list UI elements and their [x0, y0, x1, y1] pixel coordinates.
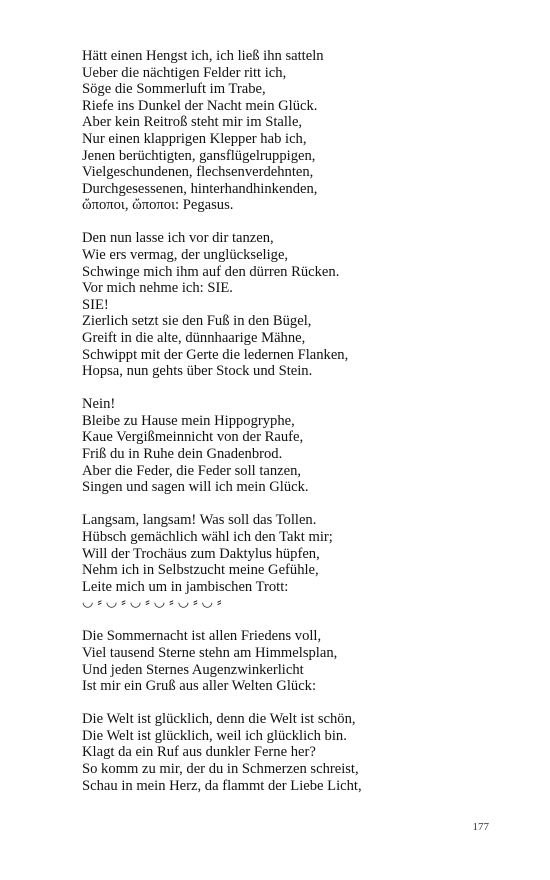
poem-line: SIE!	[82, 296, 109, 313]
poem-line: Greift in die alte, dünnhaarige Mähne,	[82, 330, 306, 346]
poem-line: Schau in mein Herz, da flammt der Liebe Licht,	[82, 777, 362, 794]
stanza-2	[82, 230, 522, 379]
poem-line: Singen und sagen will ich mein Glück.	[82, 479, 309, 496]
poem-line: Aber kein Reitroß steht mir im Stalle,	[82, 114, 303, 131]
poem-line: Kaue Vergißmeinnicht von der Raufe,	[82, 429, 304, 446]
poem-line: Die Sommernacht ist allen Friedens voll,	[82, 628, 322, 645]
meter-notation: ◡ ⸗ ◡ ⸗ ◡ ⸗ ◡ ⸗ ◡ ⸗ ◡ ⸗	[82, 595, 222, 611]
poem-line: Hopsa, nun gehts über Stock und Stein.	[82, 363, 313, 380]
stanza-1	[82, 48, 522, 214]
poem-line: Vor mich nehme ich: SIE.	[82, 280, 233, 297]
poem-line: Die Welt ist glücklich, weil ich glücklich bin.	[82, 727, 347, 744]
poem-line: Schwippt mit der Gerte die ledernen Flanken,	[82, 346, 349, 363]
poem-line: Riefe ins Dunkel der Nacht mein Glück.	[82, 97, 318, 114]
page-number: 177	[472, 821, 489, 833]
poem-line: Ueber die nächtigen Felder ritt ich,	[82, 64, 287, 81]
poem-line: Langsam, langsam! Was soll das Tollen.	[82, 512, 317, 529]
stanza-6	[82, 711, 522, 794]
poem-line: Friß du in Ruhe dein Gnadenbrod.	[82, 446, 283, 463]
poem-line: Hübsch gemächlich wähl ich den Takt mir;	[82, 528, 333, 545]
poem-line: Hätt einen Hengst ich, ich ließ ihn satteln	[82, 48, 324, 64]
poem-line: Schwinge mich ihm auf den dürren Rücken.	[82, 263, 340, 280]
poem-line: Nehm ich in Selbstzucht meine Gefühle,	[82, 562, 319, 579]
stanza-3	[82, 396, 522, 496]
poem-line: Söge die Sommerluft im Trabe,	[82, 81, 266, 98]
poem-line: Wie ers vermag, der unglückselige,	[82, 247, 289, 264]
poem-line: So komm zu mir, der du in Schmerzen schreist,	[82, 761, 359, 778]
poem-line: Aber die Feder, die Feder soll tanzen,	[82, 462, 302, 479]
stanza-5	[82, 628, 522, 694]
poem-line: Ist mir ein Gruß aus aller Welten Glück:	[82, 678, 317, 695]
poem-line: Bleibe zu Hause mein Hippogryphe,	[82, 412, 295, 429]
stanza-4	[82, 512, 522, 612]
poem-line: Den nun lasse ich vor dir tanzen,	[82, 230, 274, 247]
poem-line: Nur einen klapprigen Klepper hab ich,	[82, 130, 307, 147]
poem-line: Vielgeschundenen, flechsenverdehnten,	[82, 164, 314, 181]
poem-line: Und jeden Sternes Augenzwinkerlicht	[82, 661, 304, 678]
poem-line: Die Welt ist glücklich, denn die Welt ist schön,	[82, 711, 356, 728]
poem-line: Jenen berüchtigten, gansflügelruppigen,	[82, 147, 316, 164]
poem-line: ὤποποι, ὤποποι: Pegasus.	[82, 197, 234, 214]
poem-line: Klagt da ein Ruf aus dunkler Ferne her?	[82, 744, 316, 761]
poem-line: Durchgesessenen, hinterhandhinkenden,	[82, 180, 318, 197]
poem-line: Zierlich setzt sie den Fuß in den Bügel,	[82, 313, 312, 330]
poem-line: Viel tausend Sterne stehn am Himmelsplan,	[82, 645, 338, 661]
poem-line: Leite mich um in jambischen Trott:	[82, 578, 289, 595]
poem-text	[82, 48, 522, 811]
poem-line: Will der Trochäus zum Daktylus hüpfen,	[82, 545, 320, 562]
poem-line: Nein!	[82, 396, 116, 413]
